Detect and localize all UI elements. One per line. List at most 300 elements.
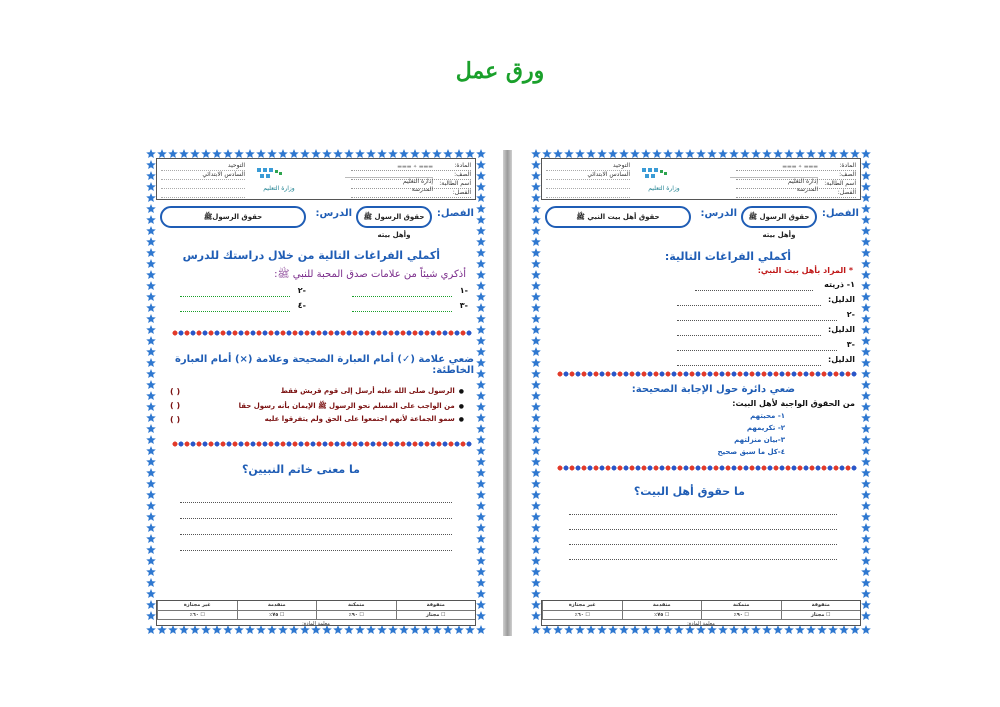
answer-line-2[interactable] xyxy=(180,296,290,297)
border-star xyxy=(146,259,156,268)
divider-beads xyxy=(557,465,857,471)
border-star xyxy=(630,149,640,158)
teacher-signature: معلمة المادة: xyxy=(302,621,330,627)
border-star xyxy=(146,479,156,488)
border-star xyxy=(476,237,486,246)
border-star xyxy=(157,149,167,158)
border-star xyxy=(773,149,783,158)
q1-title: أكملي الفراغات التالية: xyxy=(664,250,791,263)
lesson-label: الدرس: xyxy=(315,208,352,219)
item-2: -٢ xyxy=(846,310,855,319)
border-star xyxy=(861,534,871,543)
value-subject: التوحيد xyxy=(161,162,245,171)
border-star xyxy=(619,149,629,158)
border-star xyxy=(333,149,343,158)
header-admin xyxy=(345,163,433,194)
admin-label: إدارة التعليم xyxy=(403,178,433,185)
border-star xyxy=(476,589,486,598)
border-star xyxy=(476,347,486,356)
border-star xyxy=(861,556,871,565)
border-star xyxy=(531,259,541,268)
border-star xyxy=(146,391,156,400)
border-star xyxy=(531,380,541,389)
border-star xyxy=(146,625,156,634)
answer-line[interactable] xyxy=(695,290,813,291)
border-star xyxy=(861,193,871,202)
evidence-3: الدليل: xyxy=(828,355,855,364)
lesson-label: الدرس: xyxy=(700,208,737,219)
ministry-text: وزارة التعليم xyxy=(648,185,680,192)
answer-num-2: -٢ xyxy=(297,286,306,295)
border-star xyxy=(465,149,475,158)
grade-4: غير مجتازة xyxy=(542,601,622,610)
border-star xyxy=(432,149,442,158)
border-star xyxy=(861,204,871,213)
border-star xyxy=(476,248,486,257)
border-star xyxy=(223,149,233,158)
border-star xyxy=(322,149,332,158)
border-star xyxy=(476,314,486,323)
grade-box-1[interactable]: ☐ مجتاز xyxy=(781,611,861,619)
border-star xyxy=(597,149,607,158)
meta-grade: الصف: xyxy=(736,171,856,180)
value-grade: السادس الابتدائي xyxy=(161,171,245,180)
border-star xyxy=(146,369,156,378)
border-star xyxy=(146,534,156,543)
border-star xyxy=(146,193,156,202)
answer-line[interactable] xyxy=(569,544,837,545)
border-star xyxy=(476,625,486,634)
border-star xyxy=(146,270,156,279)
item-3: -٣ xyxy=(846,340,855,349)
border-star xyxy=(146,336,156,345)
border-star xyxy=(531,589,541,598)
border-star xyxy=(476,149,486,158)
answer-paren-3[interactable]: ( ) xyxy=(170,415,181,424)
border-star xyxy=(795,149,805,158)
answer-num-1: -١ xyxy=(459,286,468,295)
border-star xyxy=(861,369,871,378)
meta-grade: الصف: xyxy=(351,171,471,180)
border-star xyxy=(267,149,277,158)
border-star xyxy=(861,314,871,323)
border-star xyxy=(289,149,299,158)
border-star xyxy=(476,402,486,411)
border-star xyxy=(531,435,541,444)
answer-paren-1[interactable]: ( ) xyxy=(170,387,181,396)
border-star xyxy=(861,512,871,521)
value-class xyxy=(546,189,630,198)
meta-student: اسم الطالبة: xyxy=(736,180,856,189)
border-star xyxy=(839,149,849,158)
border-star xyxy=(476,479,486,488)
border-star xyxy=(608,149,618,158)
q2-title: ضعي علامة (✓) أمام العبارة الصحيحة وعلامة (×) أمام العبارة الخاطئة: xyxy=(174,354,474,376)
border-star xyxy=(146,556,156,565)
kingdom-seal: ▬▬▬ ✦ ▬▬▬ xyxy=(730,163,818,178)
lesson-row xyxy=(156,206,476,239)
answer-line[interactable] xyxy=(569,559,837,560)
border-star xyxy=(146,523,156,532)
border-star xyxy=(531,625,541,634)
border-star xyxy=(256,149,266,158)
border-star xyxy=(146,501,156,510)
border-star xyxy=(861,402,871,411)
border-star xyxy=(861,479,871,488)
border-star xyxy=(531,215,541,224)
border-star xyxy=(861,501,871,510)
ministry-text: وزارة التعليم xyxy=(263,185,295,192)
border-star xyxy=(476,424,486,433)
school-label: المدرسة xyxy=(796,186,818,193)
border-star xyxy=(751,149,761,158)
border-star xyxy=(366,149,376,158)
grade-box-4[interactable]: ☐ ٦٠٪ xyxy=(157,611,237,619)
border-star xyxy=(531,600,541,609)
border-star xyxy=(861,413,871,422)
border-star xyxy=(861,545,871,554)
border-star xyxy=(861,270,871,279)
border-star xyxy=(146,182,156,191)
q3-title: ما حقوق أهل البيت؟ xyxy=(633,485,745,498)
border-star xyxy=(531,204,541,213)
border-star xyxy=(861,611,871,620)
page-divider xyxy=(503,150,512,636)
q1-intro: * المراد بأهل بيت النبي: xyxy=(757,266,853,275)
evidence-2: الدليل: xyxy=(828,325,855,334)
grade-1: متفوقة xyxy=(781,601,861,610)
header-values xyxy=(161,162,245,198)
border-star xyxy=(146,358,156,367)
border-star xyxy=(146,347,156,356)
border-star xyxy=(146,435,156,444)
border-star xyxy=(531,193,541,202)
border-star xyxy=(201,149,211,158)
border-star xyxy=(146,446,156,455)
border-star xyxy=(806,149,816,158)
border-star xyxy=(476,490,486,499)
border-star xyxy=(476,413,486,422)
border-star xyxy=(531,237,541,246)
border-star xyxy=(861,468,871,477)
border-star xyxy=(861,589,871,598)
option-1[interactable]: ١- محبتهم xyxy=(750,412,785,420)
grade-box-2[interactable]: ☐ ٩٠٪ xyxy=(316,611,396,619)
border-star xyxy=(168,149,178,158)
border-star xyxy=(476,501,486,510)
lesson-name-pill: حقوق الرسول ﷺ وأهل بيته xyxy=(741,206,817,228)
grade-2: متمكنة xyxy=(701,601,781,610)
border-star xyxy=(146,567,156,576)
border-star xyxy=(146,402,156,411)
border-star xyxy=(476,567,486,576)
statement-1: ● الرسول صلى الله عليه أرسل إلى قوم قريش فقط xyxy=(281,387,464,395)
lesson-row xyxy=(541,206,861,239)
grade-box-2[interactable]: ☐ ٩٠٪ xyxy=(701,611,781,619)
header-values xyxy=(546,162,630,198)
border-star xyxy=(696,149,706,158)
sheet-header xyxy=(156,158,476,200)
border-star xyxy=(476,600,486,609)
q2-stem: من الحقوق الواجبة لأهل البيت: xyxy=(732,399,855,408)
lesson-name-pill: حقوق الرسول ﷺ وأهل بيته xyxy=(356,206,432,228)
answer-line[interactable] xyxy=(677,305,821,306)
border-star xyxy=(179,149,189,158)
admin-label: إدارة التعليم xyxy=(788,178,818,185)
border-star xyxy=(476,369,486,378)
grading-footer xyxy=(156,600,476,626)
border-star xyxy=(531,226,541,235)
grade-box-1[interactable]: ☐ مجتاز xyxy=(396,611,476,619)
lesson-topic-pill: حقوق أهل بيت النبي ﷺ xyxy=(545,206,691,228)
border-star xyxy=(762,149,772,158)
border-star xyxy=(531,479,541,488)
border-star xyxy=(861,358,871,367)
border-star xyxy=(531,314,541,323)
grade-box-4[interactable]: ☐ ٦٠٪ xyxy=(542,611,622,619)
border-star xyxy=(531,248,541,257)
border-star xyxy=(146,237,156,246)
divider-beads xyxy=(172,330,472,336)
border-star xyxy=(817,149,827,158)
border-star xyxy=(861,625,871,634)
border-star xyxy=(476,160,486,169)
option-4[interactable]: ٤-كل ما سبق صحيح xyxy=(717,448,785,456)
border-star xyxy=(531,512,541,521)
border-star xyxy=(861,578,871,587)
border-star xyxy=(476,281,486,290)
border-star xyxy=(476,193,486,202)
border-star xyxy=(476,578,486,587)
border-star xyxy=(146,578,156,587)
border-star xyxy=(861,336,871,345)
meta-class: الفصل: xyxy=(736,189,856,198)
answer-line-3[interactable] xyxy=(352,311,452,312)
border-star xyxy=(861,248,871,257)
border-star xyxy=(146,314,156,323)
teacher-signature: معلمة المادة: xyxy=(687,621,715,627)
border-star xyxy=(476,457,486,466)
answer-paren-2[interactable]: ( ) xyxy=(170,401,181,410)
answer-line[interactable] xyxy=(180,550,452,551)
statement-2: ● من الواجب على المسلم نحو الرسول ﷺ الإيمان بأنه رسول حقا xyxy=(239,401,464,412)
border-star xyxy=(531,182,541,191)
q2-title: ضعي دائرة حول الإجابة الصحيحة: xyxy=(631,384,795,395)
border-star xyxy=(476,182,486,191)
border-star xyxy=(311,149,321,158)
border-star xyxy=(146,292,156,301)
border-star xyxy=(784,149,794,158)
border-star xyxy=(531,578,541,587)
border-star xyxy=(476,270,486,279)
border-star xyxy=(861,303,871,312)
border-star xyxy=(861,259,871,268)
border-star xyxy=(718,149,728,158)
answer-line-1[interactable] xyxy=(352,296,452,297)
value-class xyxy=(161,189,245,198)
ministry-logo xyxy=(634,162,696,196)
border-star xyxy=(575,149,585,158)
worksheet-right xyxy=(531,149,871,635)
grade-box-3[interactable]: ☐ ٧٥٪ xyxy=(237,611,317,619)
border-star xyxy=(146,413,156,422)
answer-line[interactable] xyxy=(180,502,452,503)
border-star xyxy=(861,215,871,224)
evidence-1: الدليل: xyxy=(828,295,855,304)
answer-num-3: -٣ xyxy=(459,301,468,310)
border-star xyxy=(454,149,464,158)
border-star xyxy=(861,457,871,466)
worksheet-left xyxy=(146,149,486,635)
answer-line[interactable] xyxy=(569,529,837,530)
border-star xyxy=(861,160,871,169)
border-star xyxy=(861,523,871,532)
q1-subtitle: أذكري شيئاً من علامات صدق المحبة للنبي ﷺ: xyxy=(274,269,466,280)
border-star xyxy=(476,226,486,235)
lesson-topic-pill: حقوق الرسولﷺ xyxy=(160,206,306,228)
border-star xyxy=(641,149,651,158)
border-star xyxy=(421,149,431,158)
border-star xyxy=(531,413,541,422)
border-star xyxy=(355,149,365,158)
grade-3: متقدمة xyxy=(622,601,702,610)
border-star xyxy=(190,149,200,158)
border-star xyxy=(861,380,871,389)
border-star xyxy=(146,149,156,158)
border-star xyxy=(146,424,156,433)
border-star xyxy=(861,292,871,301)
meta-class: الفصل: xyxy=(351,189,471,198)
answer-line[interactable] xyxy=(677,320,837,321)
border-star xyxy=(861,490,871,499)
border-star xyxy=(531,523,541,532)
border-star xyxy=(146,281,156,290)
divider-beads xyxy=(557,371,857,377)
border-star xyxy=(344,149,354,158)
answer-num-4: -٤ xyxy=(297,301,306,310)
answer-line[interactable] xyxy=(677,350,837,351)
border-star xyxy=(476,336,486,345)
border-star xyxy=(531,501,541,510)
option-3[interactable]: ٣-بيان منزلتهم xyxy=(734,436,785,444)
answer-line[interactable] xyxy=(569,514,837,515)
border-star xyxy=(531,424,541,433)
border-star xyxy=(861,182,871,191)
border-star xyxy=(476,215,486,224)
border-star xyxy=(146,380,156,389)
border-star xyxy=(531,391,541,400)
answer-line[interactable] xyxy=(180,534,452,535)
border-star xyxy=(146,611,156,620)
grade-1: متفوقة xyxy=(396,601,476,610)
answer-line[interactable] xyxy=(677,335,821,336)
answer-line-4[interactable] xyxy=(180,311,290,312)
border-star xyxy=(531,468,541,477)
option-2[interactable]: ٢- تكريمهم xyxy=(746,424,785,432)
border-star xyxy=(861,237,871,246)
border-star xyxy=(146,171,156,180)
border-star xyxy=(476,435,486,444)
border-star xyxy=(531,281,541,290)
border-star xyxy=(707,149,717,158)
border-star xyxy=(146,468,156,477)
border-star xyxy=(663,149,673,158)
border-star xyxy=(531,336,541,345)
border-star xyxy=(564,149,574,158)
border-star xyxy=(531,303,541,312)
border-star xyxy=(476,325,486,334)
statement-3: ● سمو الجماعة لأنهم اجتمعوا على الحق ولم يتفرقوا عليه xyxy=(265,415,464,423)
border-star xyxy=(234,149,244,158)
border-star xyxy=(146,512,156,521)
border-star xyxy=(861,424,871,433)
border-star xyxy=(388,149,398,158)
border-star xyxy=(531,160,541,169)
border-star xyxy=(146,490,156,499)
border-star xyxy=(861,446,871,455)
border-star xyxy=(245,149,255,158)
border-star xyxy=(476,391,486,400)
border-star xyxy=(828,149,838,158)
grade-box-3[interactable]: ☐ ٧٥٪ xyxy=(622,611,702,619)
border-star xyxy=(861,347,871,356)
border-star xyxy=(476,292,486,301)
border-star xyxy=(476,523,486,532)
border-star xyxy=(476,512,486,521)
border-star xyxy=(278,149,288,158)
item-1: ١- ذريته xyxy=(824,280,855,289)
divider-beads xyxy=(172,441,472,447)
border-star xyxy=(861,226,871,235)
border-star xyxy=(476,358,486,367)
answer-line[interactable] xyxy=(677,365,821,366)
border-star xyxy=(476,556,486,565)
border-star xyxy=(146,303,156,312)
border-star xyxy=(476,468,486,477)
meta-subject: المادة: xyxy=(351,162,471,171)
ministry-logo xyxy=(249,162,311,196)
border-star xyxy=(861,567,871,576)
border-star xyxy=(531,402,541,411)
border-star xyxy=(476,446,486,455)
border-star xyxy=(146,160,156,169)
kingdom-seal: ▬▬▬ ✦ ▬▬▬ xyxy=(345,163,433,178)
border-star xyxy=(531,556,541,565)
border-star xyxy=(399,149,409,158)
border-star xyxy=(531,325,541,334)
border-star xyxy=(476,204,486,213)
border-star xyxy=(861,171,871,180)
border-star xyxy=(652,149,662,158)
border-star xyxy=(531,545,541,554)
border-star xyxy=(146,600,156,609)
border-star xyxy=(146,248,156,257)
meta-subject: المادة: xyxy=(736,162,856,171)
grade-3: متقدمة xyxy=(237,601,317,610)
border-star xyxy=(729,149,739,158)
answer-line[interactable] xyxy=(180,518,452,519)
border-star xyxy=(740,149,750,158)
border-star xyxy=(531,292,541,301)
border-star xyxy=(531,567,541,576)
border-star xyxy=(861,325,871,334)
border-star xyxy=(850,149,860,158)
q3-title: ما معنى خاتم النبيين؟ xyxy=(241,463,360,476)
border-star xyxy=(685,149,695,158)
border-star xyxy=(476,545,486,554)
border-star xyxy=(531,611,541,620)
border-star xyxy=(476,380,486,389)
